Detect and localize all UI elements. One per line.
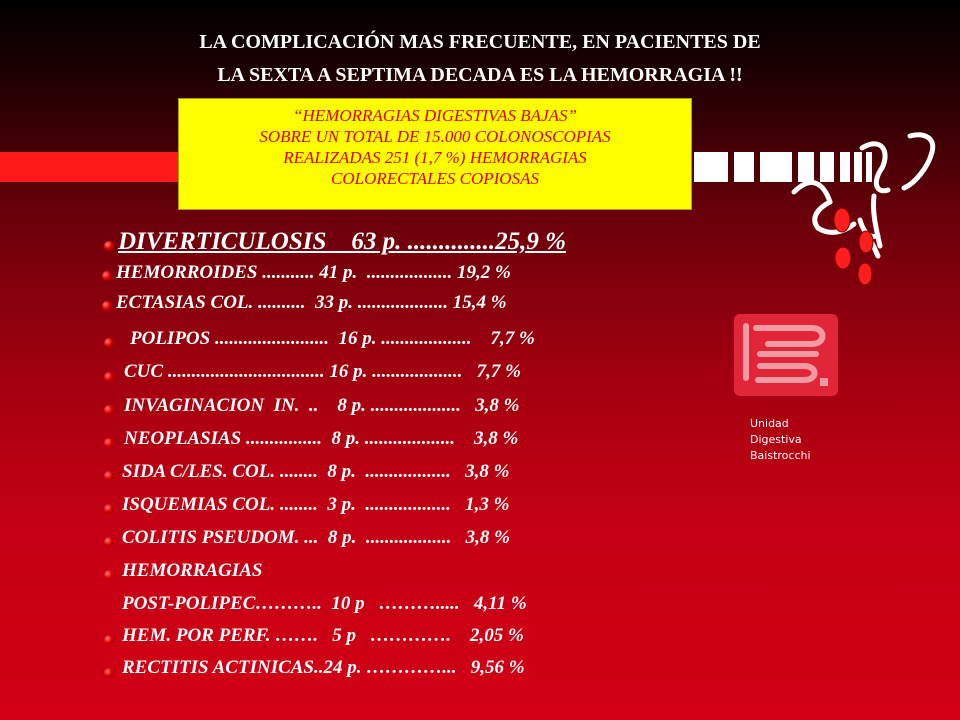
bullet-icon [102, 271, 112, 281]
title-line-1: LA COMPLICACIÓN MAS FRECUENTE, EN PACIENTES DE [199, 31, 761, 53]
colon-illustration-icon [784, 128, 944, 298]
bullet-icon [104, 635, 114, 645]
decorative-stripe [0, 152, 178, 182]
list-item: INVAGINACION IN. .. 8 p. ................... 3,8 % [124, 395, 520, 416]
list-item: SIDA C/LES. COL. ........ 8 p. .................. 3,8 % [122, 461, 510, 482]
list-item: HEM. POR PERF. ……. 5 p …………. 2,05 % [122, 625, 524, 646]
list-item: HEMORROIDES ........... 41 p. .................. 19,2 % [116, 262, 511, 283]
logo-line-2: Digestiva [750, 433, 802, 446]
bullet-icon [102, 301, 112, 311]
logo-caption [750, 416, 811, 464]
list-item: RECTITIS ACTINICAS..24 p. …………... 9,56 % [122, 657, 525, 678]
logo-line-1: Unidad [750, 417, 789, 430]
bullet-icon [104, 338, 114, 348]
logo [734, 314, 838, 396]
list-item: NEOPLASIAS ................ 8 p. ................... 3,8 % [124, 428, 519, 449]
list-item: HEMORRAGIAS [122, 560, 263, 581]
intestine-icon [734, 314, 838, 396]
list-item: ECTASIAS COL. .......... 33 p. ................... 15,4 % [116, 292, 507, 313]
bullet-icon [104, 668, 114, 678]
list-item: DIVERTICULOSIS 63 p. ..............25,9 % [118, 228, 566, 255]
bullet-icon [104, 537, 114, 547]
highlight-line-3: REALIZADAS 251 (1,7 %) HEMORRAGIAS [283, 148, 587, 167]
highlight-line-2: SOBRE UN TOTAL DE 15.000 COLONOSCOPIAS [259, 127, 611, 146]
highlight-line-1: “HEMORRAGIAS DIGESTIVAS BAJAS” [293, 106, 577, 125]
bullet-icon [104, 504, 114, 514]
bullet-icon [104, 438, 114, 448]
list-item: COLITIS PSEUDOM. ... 8 p. .................. 3,8 % [122, 527, 510, 548]
highlight-box [178, 98, 692, 210]
list-item: POST-POLIPEC……….. 10 p ………..... 4,11 % [122, 593, 527, 614]
highlight-line-4: COLORECTALES COPIOSAS [331, 169, 539, 188]
bullet-icon [104, 570, 114, 580]
list-item: ISQUEMIAS COL. ........ 3 p. .................. 1,3 % [122, 494, 510, 515]
title-line-2: LA SEXTA A SEPTIMA DECADA ES LA HEMORRAGIA !! [217, 64, 743, 86]
list-item: POLIPOS ........................ 16 p. ................... 7,7 % [130, 328, 535, 349]
slide-title [0, 26, 960, 92]
bullet-icon [104, 405, 114, 415]
logo-line-3: Baistrocchi [750, 449, 811, 462]
bullet-icon [104, 471, 114, 481]
list-item: CUC ................................. 16 p. ................... 7,7 % [124, 361, 521, 382]
bullet-icon [104, 241, 114, 251]
bullet-icon [104, 372, 114, 382]
